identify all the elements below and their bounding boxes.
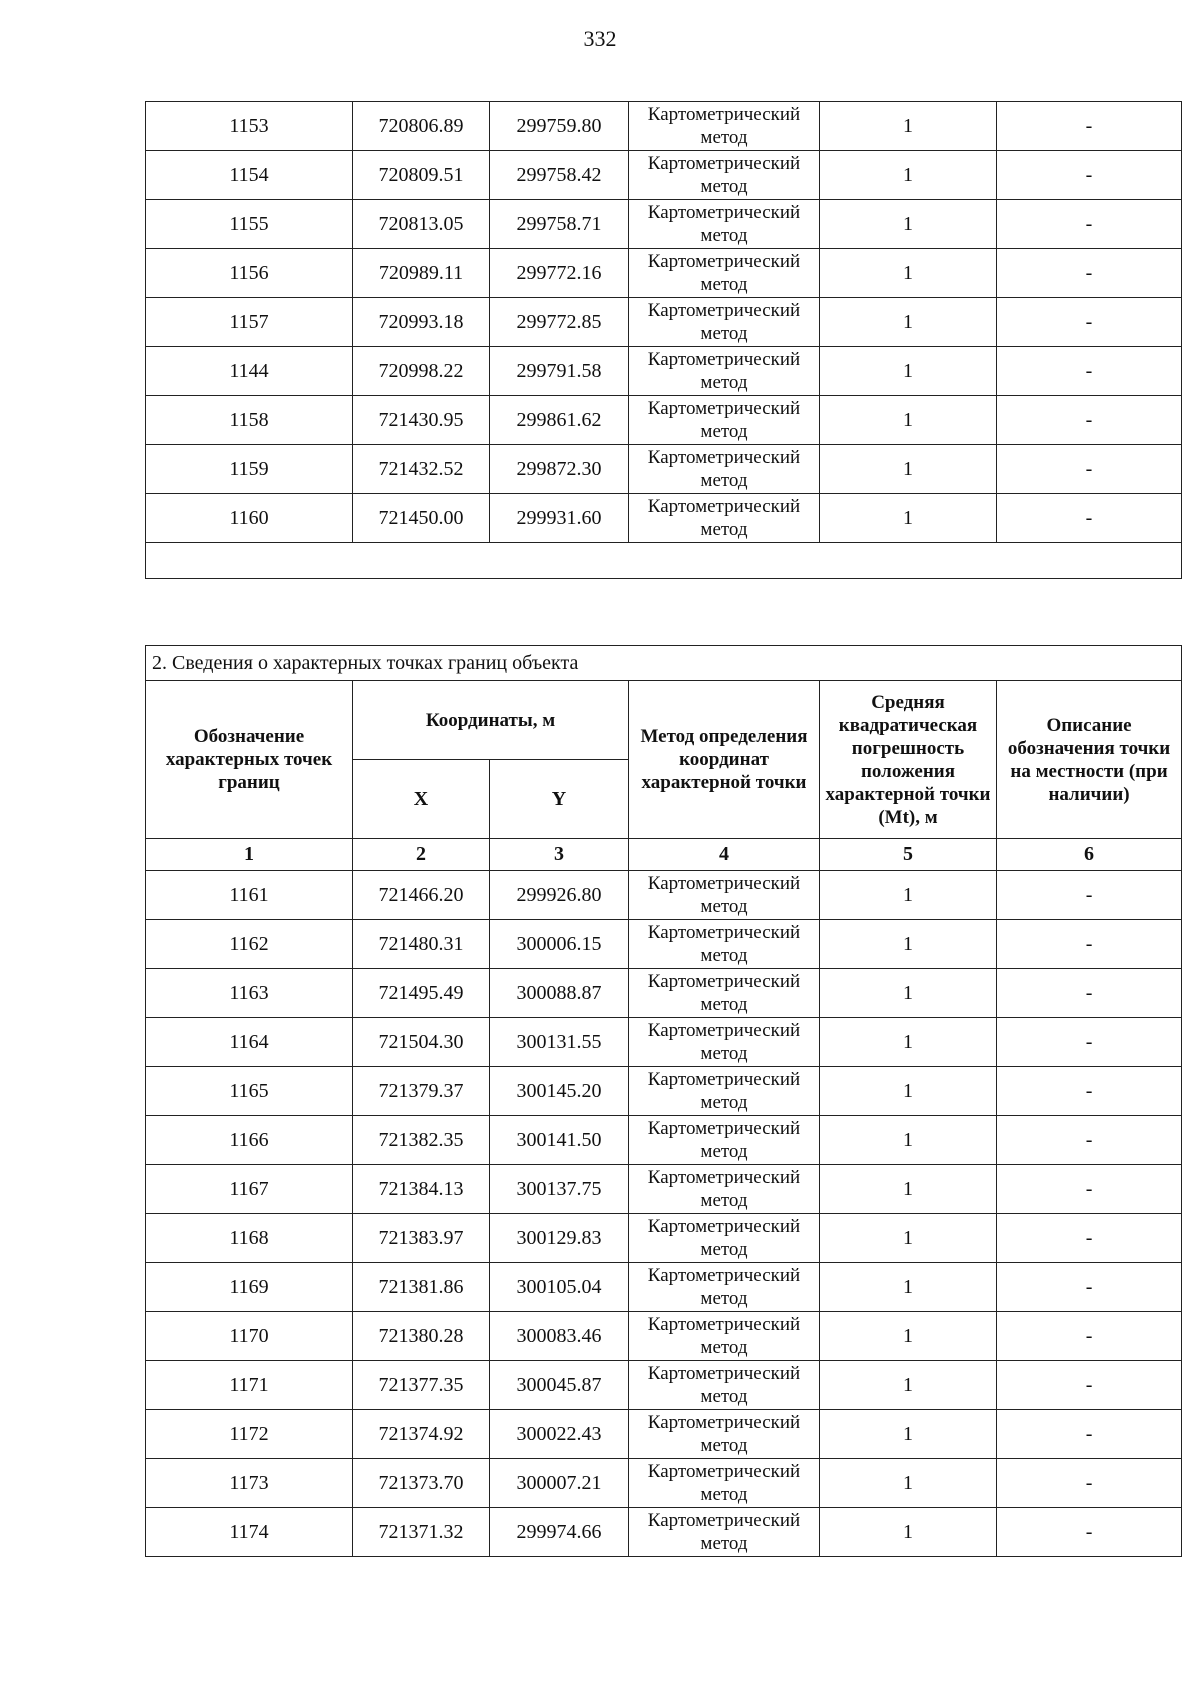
column-number: 1	[146, 839, 353, 871]
cell-coord-y: 299758.71	[490, 200, 629, 249]
cell-coord-x: 721381.86	[353, 1263, 490, 1312]
cell-coord-x: 721430.95	[353, 396, 490, 445]
empty-row	[146, 543, 1182, 579]
cell-description: -	[997, 1459, 1182, 1508]
header-y: Y	[490, 760, 629, 839]
cell-mt-value: 1	[820, 969, 997, 1018]
header-x: X	[353, 760, 490, 839]
cell-coord-x: 721495.49	[353, 969, 490, 1018]
cell-description: -	[997, 1410, 1182, 1459]
table-row	[146, 1361, 1182, 1410]
cell-description: -	[997, 871, 1182, 920]
cell-coord-x: 720809.51	[353, 151, 490, 200]
cell-coord-y: 299872.30	[490, 445, 629, 494]
column-number: 3	[490, 839, 629, 871]
cell-method: Картометрический метод	[629, 920, 820, 969]
cell-point-id: 1170	[146, 1312, 353, 1361]
cell-mt-value: 1	[820, 445, 997, 494]
cell-coord-x: 721383.97	[353, 1214, 490, 1263]
cell-coord-y: 299926.80	[490, 871, 629, 920]
cell-mt-value: 1	[820, 249, 997, 298]
cell-coord-y: 300045.87	[490, 1361, 629, 1410]
cell-coord-y: 299772.85	[490, 298, 629, 347]
cell-description: -	[997, 494, 1182, 543]
cell-coord-x: 721450.00	[353, 494, 490, 543]
cell-coord-x: 720989.11	[353, 249, 490, 298]
cell-description: -	[997, 200, 1182, 249]
cell-coord-y: 300088.87	[490, 969, 629, 1018]
cell-mt-value: 1	[820, 1214, 997, 1263]
table-row	[146, 1018, 1182, 1067]
cell-point-id: 1159	[146, 445, 353, 494]
points-table	[145, 645, 1182, 1557]
cell-method: Картометрический метод	[629, 871, 820, 920]
table-row	[146, 1263, 1182, 1312]
cell-method: Картометрический метод	[629, 1263, 820, 1312]
page-number: 332	[583, 26, 617, 51]
cell-coord-x: 721466.20	[353, 871, 490, 920]
cell-description: -	[997, 151, 1182, 200]
cell-point-id: 1166	[146, 1116, 353, 1165]
cell-method: Картометрический метод	[629, 1214, 820, 1263]
table-row	[146, 298, 1182, 347]
section-title: 2. Сведения о характерных точках границ объекта	[146, 646, 1182, 681]
table-row	[146, 1508, 1182, 1557]
header-mt: Средняя квадратическая погрешность положения характерной точки (Mt), м	[820, 681, 997, 839]
table-row	[146, 1312, 1182, 1361]
cell-description: -	[997, 1508, 1182, 1557]
table-row	[146, 1067, 1182, 1116]
cell-point-id: 1144	[146, 347, 353, 396]
cell-mt-value: 1	[820, 298, 997, 347]
cell-mt-value: 1	[820, 494, 997, 543]
cell-mt-value: 1	[820, 1361, 997, 1410]
cell-method: Картометрический метод	[629, 200, 820, 249]
cell-description: -	[997, 1361, 1182, 1410]
cell-point-id: 1173	[146, 1459, 353, 1508]
cell-mt-value: 1	[820, 1410, 997, 1459]
cell-method: Картометрический метод	[629, 1361, 820, 1410]
table-row	[146, 1410, 1182, 1459]
cell-description: -	[997, 102, 1182, 151]
cell-description: -	[997, 1312, 1182, 1361]
cell-method: Картометрический метод	[629, 298, 820, 347]
cell-coord-x: 721371.32	[353, 1508, 490, 1557]
cell-description: -	[997, 396, 1182, 445]
cell-coord-y: 300129.83	[490, 1214, 629, 1263]
table-row	[146, 969, 1182, 1018]
cell-coord-y: 300007.21	[490, 1459, 629, 1508]
cell-coord-y: 299974.66	[490, 1508, 629, 1557]
cell-coord-x: 721504.30	[353, 1018, 490, 1067]
cell-coord-x: 720993.18	[353, 298, 490, 347]
cell-mt-value: 1	[820, 920, 997, 969]
cell-method: Картометрический метод	[629, 1459, 820, 1508]
cell-coord-x: 721373.70	[353, 1459, 490, 1508]
cell-point-id: 1160	[146, 494, 353, 543]
cell-method: Картометрический метод	[629, 1312, 820, 1361]
cell-description: -	[997, 347, 1182, 396]
cell-coord-y: 300083.46	[490, 1312, 629, 1361]
header-coordinates: Координаты, м	[353, 681, 629, 760]
cell-mt-value: 1	[820, 871, 997, 920]
cell-description: -	[997, 1263, 1182, 1312]
cell-mt-value: 1	[820, 1508, 997, 1557]
column-number: 2	[353, 839, 490, 871]
cell-point-id: 1169	[146, 1263, 353, 1312]
table2-body	[146, 871, 1182, 1557]
cell-coord-y: 300105.04	[490, 1263, 629, 1312]
cell-point-id: 1164	[146, 1018, 353, 1067]
cell-description: -	[997, 1165, 1182, 1214]
cell-method: Картометрический метод	[629, 969, 820, 1018]
cell-method: Картометрический метод	[629, 1018, 820, 1067]
cell-mt-value: 1	[820, 1263, 997, 1312]
cell-coord-x: 720806.89	[353, 102, 490, 151]
table-row	[146, 347, 1182, 396]
cell-method: Картометрический метод	[629, 1116, 820, 1165]
cell-point-id: 1162	[146, 920, 353, 969]
cell-method: Картометрический метод	[629, 151, 820, 200]
cell-coord-y: 299759.80	[490, 102, 629, 151]
cell-description: -	[997, 298, 1182, 347]
table-row	[146, 871, 1182, 920]
cell-coord-y: 300145.20	[490, 1067, 629, 1116]
cell-mt-value: 1	[820, 1312, 997, 1361]
cell-coord-x: 721480.31	[353, 920, 490, 969]
cell-point-id: 1154	[146, 151, 353, 200]
cell-mt-value: 1	[820, 1018, 997, 1067]
cell-mt-value: 1	[820, 151, 997, 200]
cell-coord-x: 721384.13	[353, 1165, 490, 1214]
cell-description: -	[997, 1067, 1182, 1116]
cell-coord-x: 721374.92	[353, 1410, 490, 1459]
table-row	[146, 494, 1182, 543]
cell-coord-x: 721377.35	[353, 1361, 490, 1410]
table-row	[146, 249, 1182, 298]
cell-method: Картометрический метод	[629, 249, 820, 298]
cell-point-id: 1172	[146, 1410, 353, 1459]
column-number: 6	[997, 839, 1182, 871]
cell-point-id: 1171	[146, 1361, 353, 1410]
cell-coord-y: 300006.15	[490, 920, 629, 969]
cell-method: Картометрический метод	[629, 1165, 820, 1214]
cell-method: Картометрический метод	[629, 1067, 820, 1116]
cell-point-id: 1153	[146, 102, 353, 151]
cell-description: -	[997, 1018, 1182, 1067]
cell-coord-x: 720998.22	[353, 347, 490, 396]
cell-method: Картометрический метод	[629, 494, 820, 543]
cell-mt-value: 1	[820, 200, 997, 249]
cell-coord-y: 299791.58	[490, 347, 629, 396]
header-point: Обозначение характерных точек границ	[146, 681, 353, 839]
header-description: Описание обозначения точки на местности (при наличии)	[997, 681, 1182, 839]
cell-point-id: 1165	[146, 1067, 353, 1116]
cell-coord-y: 300141.50	[490, 1116, 629, 1165]
cell-description: -	[997, 1116, 1182, 1165]
table-row	[146, 1214, 1182, 1263]
cell-mt-value: 1	[820, 1116, 997, 1165]
points-table-continued	[145, 101, 1182, 579]
cell-method: Картометрический метод	[629, 1410, 820, 1459]
table-row	[146, 1116, 1182, 1165]
cell-point-id: 1167	[146, 1165, 353, 1214]
cell-point-id: 1174	[146, 1508, 353, 1557]
table-row	[146, 1459, 1182, 1508]
cell-description: -	[997, 249, 1182, 298]
cell-mt-value: 1	[820, 1067, 997, 1116]
column-number: 5	[820, 839, 997, 871]
cell-coord-x: 721379.37	[353, 1067, 490, 1116]
cell-coord-y: 299931.60	[490, 494, 629, 543]
cell-point-id: 1156	[146, 249, 353, 298]
table-row	[146, 102, 1182, 151]
cell-point-id: 1161	[146, 871, 353, 920]
cell-point-id: 1163	[146, 969, 353, 1018]
cell-coord-x: 721380.28	[353, 1312, 490, 1361]
cell-method: Картометрический метод	[629, 347, 820, 396]
cell-point-id: 1168	[146, 1214, 353, 1263]
cell-point-id: 1158	[146, 396, 353, 445]
cell-point-id: 1157	[146, 298, 353, 347]
cell-coord-y: 299861.62	[490, 396, 629, 445]
table1-body	[146, 102, 1182, 543]
cell-description: -	[997, 920, 1182, 969]
table-row	[146, 445, 1182, 494]
cell-description: -	[997, 969, 1182, 1018]
cell-method: Картометрический метод	[629, 1508, 820, 1557]
table-row	[146, 396, 1182, 445]
cell-method: Картометрический метод	[629, 102, 820, 151]
cell-description: -	[997, 445, 1182, 494]
cell-coord-y: 300022.43	[490, 1410, 629, 1459]
cell-coord-x: 720813.05	[353, 200, 490, 249]
cell-coord-x: 721432.52	[353, 445, 490, 494]
cell-coord-y: 300137.75	[490, 1165, 629, 1214]
table-row	[146, 151, 1182, 200]
table-row	[146, 920, 1182, 969]
table-row	[146, 1165, 1182, 1214]
column-number: 4	[629, 839, 820, 871]
cell-coord-x: 721382.35	[353, 1116, 490, 1165]
cell-method: Картометрический метод	[629, 396, 820, 445]
cell-point-id: 1155	[146, 200, 353, 249]
cell-coord-y: 299758.42	[490, 151, 629, 200]
cell-mt-value: 1	[820, 102, 997, 151]
cell-mt-value: 1	[820, 1165, 997, 1214]
cell-mt-value: 1	[820, 347, 997, 396]
cell-description: -	[997, 1214, 1182, 1263]
header-method: Метод определения координат характерной точки	[629, 681, 820, 839]
table-row	[146, 200, 1182, 249]
cell-method: Картометрический метод	[629, 445, 820, 494]
cell-coord-y: 300131.55	[490, 1018, 629, 1067]
cell-coord-y: 299772.16	[490, 249, 629, 298]
cell-mt-value: 1	[820, 396, 997, 445]
cell-mt-value: 1	[820, 1459, 997, 1508]
